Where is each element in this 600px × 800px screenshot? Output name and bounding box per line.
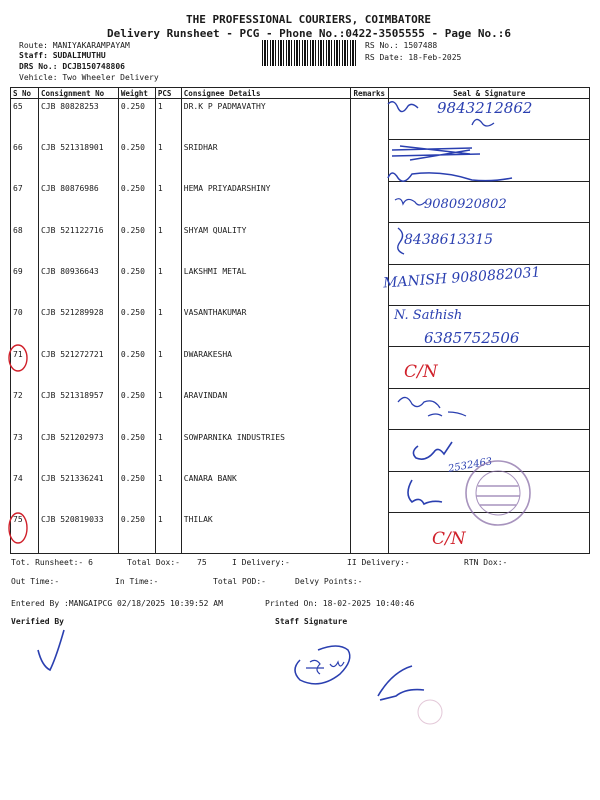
runsheet-subtitle: Delivery Runsheet - PCG - Phone No.:0422-3505555 - Page No.:6 bbox=[107, 27, 511, 40]
cell-pcs: 1 bbox=[155, 99, 181, 140]
table-row bbox=[11, 430, 590, 471]
cell-consignment: CJB 521336241 bbox=[38, 471, 118, 512]
faint-stamp bbox=[418, 700, 442, 724]
cell-signature bbox=[389, 471, 590, 512]
cell-details: THILAK bbox=[181, 512, 351, 553]
barcode-image bbox=[262, 40, 357, 66]
cell-details: HEMA PRIYADARSHINY bbox=[181, 181, 351, 222]
cell-sno: 66 bbox=[11, 140, 39, 181]
cell-signature bbox=[389, 140, 590, 181]
cell-consignment: CJB 521318901 bbox=[38, 140, 118, 181]
cell-remarks bbox=[351, 471, 389, 512]
cell-weight: 0.250 bbox=[118, 512, 155, 553]
cell-weight: 0.250 bbox=[118, 471, 155, 512]
cell-pcs: 1 bbox=[155, 347, 181, 388]
handwritten-cn-75: C/N bbox=[432, 529, 466, 549]
ii-delivery: II Delivery:- bbox=[347, 558, 410, 567]
cell-remarks bbox=[351, 430, 389, 471]
cell-weight: 0.250 bbox=[118, 99, 155, 140]
company-title: THE PROFESSIONAL COURIERS, COIMBATORE bbox=[186, 13, 432, 26]
cell-signature bbox=[389, 388, 590, 429]
cell-details: SOWPARNIKA INDUSTRIES bbox=[181, 430, 351, 471]
verified-by-label: Verified By bbox=[11, 617, 64, 626]
total-pod: Total POD:- bbox=[213, 577, 266, 586]
staff-label: Staff: SUDALIMUTHU bbox=[19, 51, 106, 60]
cell-pcs: 1 bbox=[155, 430, 181, 471]
cell-pcs: 1 bbox=[155, 181, 181, 222]
col-weight: Weight bbox=[118, 88, 155, 99]
tot-runsheet: Tot. Runsheet:- 6 bbox=[11, 558, 93, 567]
col-details: Consignee Details bbox=[181, 88, 351, 99]
cell-weight: 0.250 bbox=[118, 347, 155, 388]
col-consignment: Consignment No bbox=[38, 88, 118, 99]
cell-sno: 70 bbox=[11, 305, 39, 346]
verified-signature bbox=[38, 630, 64, 670]
table-row bbox=[11, 223, 590, 264]
drs-label: DRS No.: DCJB150748806 bbox=[19, 62, 125, 71]
cell-sno: 69 bbox=[11, 264, 39, 305]
cell-sno: 67 bbox=[11, 181, 39, 222]
runsheet-table bbox=[10, 87, 590, 554]
route-label: Route: MANIYAKARAMPAYAM bbox=[19, 41, 130, 50]
rtn-dox: RTN Dox:- bbox=[464, 558, 508, 567]
cell-consignment: CJB 80828253 bbox=[38, 99, 118, 140]
cell-details: SRIDHAR bbox=[181, 140, 351, 181]
col-pcs: PCS bbox=[155, 88, 181, 99]
cell-consignment: CJB 80876986 bbox=[38, 181, 118, 222]
cell-remarks bbox=[351, 512, 389, 553]
cell-details: SHYAM QUALITY bbox=[181, 223, 351, 264]
table-header-row bbox=[11, 88, 590, 99]
cell-weight: 0.250 bbox=[118, 140, 155, 181]
cell-signature bbox=[389, 512, 590, 553]
cell-remarks bbox=[351, 223, 389, 264]
delvy-points: Delvy Points:- bbox=[295, 577, 363, 586]
vehicle-label: Vehicle: Two Wheeler Delivery bbox=[19, 73, 159, 82]
table-row bbox=[11, 471, 590, 512]
cell-consignment: CJB 521318957 bbox=[38, 388, 118, 429]
cell-sno: 72 bbox=[11, 388, 39, 429]
cell-sno: 71 bbox=[11, 347, 39, 388]
handwritten-cn-71: C/N bbox=[404, 362, 438, 382]
cell-consignment: CJB 80936643 bbox=[38, 264, 118, 305]
cell-consignment: CJB 521272721 bbox=[38, 347, 118, 388]
cell-pcs: 1 bbox=[155, 140, 181, 181]
handwritten-phone-67: 9080920802 bbox=[424, 197, 507, 212]
col-seal: Seal & Signature bbox=[389, 88, 590, 99]
table-row bbox=[11, 512, 590, 553]
entered-by: Entered By :MANGAIPCG 02/18/2025 10:39:52 AM bbox=[11, 599, 223, 608]
handwritten-number-73: 2532463 bbox=[447, 456, 494, 475]
cell-sno: 75 bbox=[11, 512, 39, 553]
cell-weight: 0.250 bbox=[118, 388, 155, 429]
cell-pcs: 1 bbox=[155, 512, 181, 553]
cell-weight: 0.250 bbox=[118, 264, 155, 305]
cell-consignment: CJB 520819033 bbox=[38, 512, 118, 553]
cell-pcs: 1 bbox=[155, 305, 181, 346]
cell-pcs: 1 bbox=[155, 264, 181, 305]
cell-remarks bbox=[351, 305, 389, 346]
cell-pcs: 1 bbox=[155, 388, 181, 429]
cell-weight: 0.250 bbox=[118, 223, 155, 264]
col-remarks: Remarks bbox=[351, 88, 389, 99]
cell-weight: 0.250 bbox=[118, 181, 155, 222]
rs-date: RS Date: 18-Feb-2025 bbox=[365, 53, 462, 62]
cell-pcs: 1 bbox=[155, 471, 181, 512]
cell-details: DWARAKESHA bbox=[181, 347, 351, 388]
cell-weight: 0.250 bbox=[118, 305, 155, 346]
rs-number: RS No.: 1507488 bbox=[365, 41, 438, 50]
total-dox-value: 75 bbox=[197, 558, 207, 567]
cell-details: CANARA BANK bbox=[181, 471, 351, 512]
cell-consignment: CJB 521122716 bbox=[38, 223, 118, 264]
cell-sno: 68 bbox=[11, 223, 39, 264]
cell-consignment: CJB 521289928 bbox=[38, 305, 118, 346]
cell-remarks bbox=[351, 99, 389, 140]
i-delivery: I Delivery:- bbox=[232, 558, 290, 567]
handwritten-name-70: N. Sathish bbox=[394, 308, 463, 323]
out-time: Out Time:- bbox=[11, 577, 60, 586]
cell-sno: 73 bbox=[11, 430, 39, 471]
cell-sno: 74 bbox=[11, 471, 39, 512]
col-sno: S No bbox=[11, 88, 39, 99]
cell-remarks bbox=[351, 181, 389, 222]
cell-details: LAKSHMI METAL bbox=[181, 264, 351, 305]
cell-remarks bbox=[351, 347, 389, 388]
table-row bbox=[11, 347, 590, 388]
handwritten-phone-70: 6385752506 bbox=[424, 329, 520, 347]
cell-consignment: CJB 521202973 bbox=[38, 430, 118, 471]
staff-signature-label: Staff Signature bbox=[275, 617, 348, 626]
table-row bbox=[11, 140, 590, 181]
cell-details: VASANTHAKUMAR bbox=[181, 305, 351, 346]
handwritten-phone-68: 8438613315 bbox=[404, 232, 494, 248]
in-time: In Time:- bbox=[115, 577, 159, 586]
handwritten-phone-69: MANISH 9080882031 bbox=[382, 264, 541, 292]
cell-remarks bbox=[351, 388, 389, 429]
total-dox-label: Total Dox:- bbox=[127, 558, 180, 567]
handwritten-phone-65: 9843212862 bbox=[437, 99, 533, 117]
staff-signature-mark bbox=[295, 646, 350, 684]
cell-sno: 65 bbox=[11, 99, 39, 140]
cell-remarks bbox=[351, 140, 389, 181]
cell-pcs: 1 bbox=[155, 223, 181, 264]
cell-details: DR.K P PADMAVATHY bbox=[181, 99, 351, 140]
cell-weight: 0.250 bbox=[118, 430, 155, 471]
table-row bbox=[11, 388, 590, 429]
cell-details: ARAVINDAN bbox=[181, 388, 351, 429]
printed-on: Printed On: 18-02-2025 10:40:46 bbox=[265, 599, 415, 608]
